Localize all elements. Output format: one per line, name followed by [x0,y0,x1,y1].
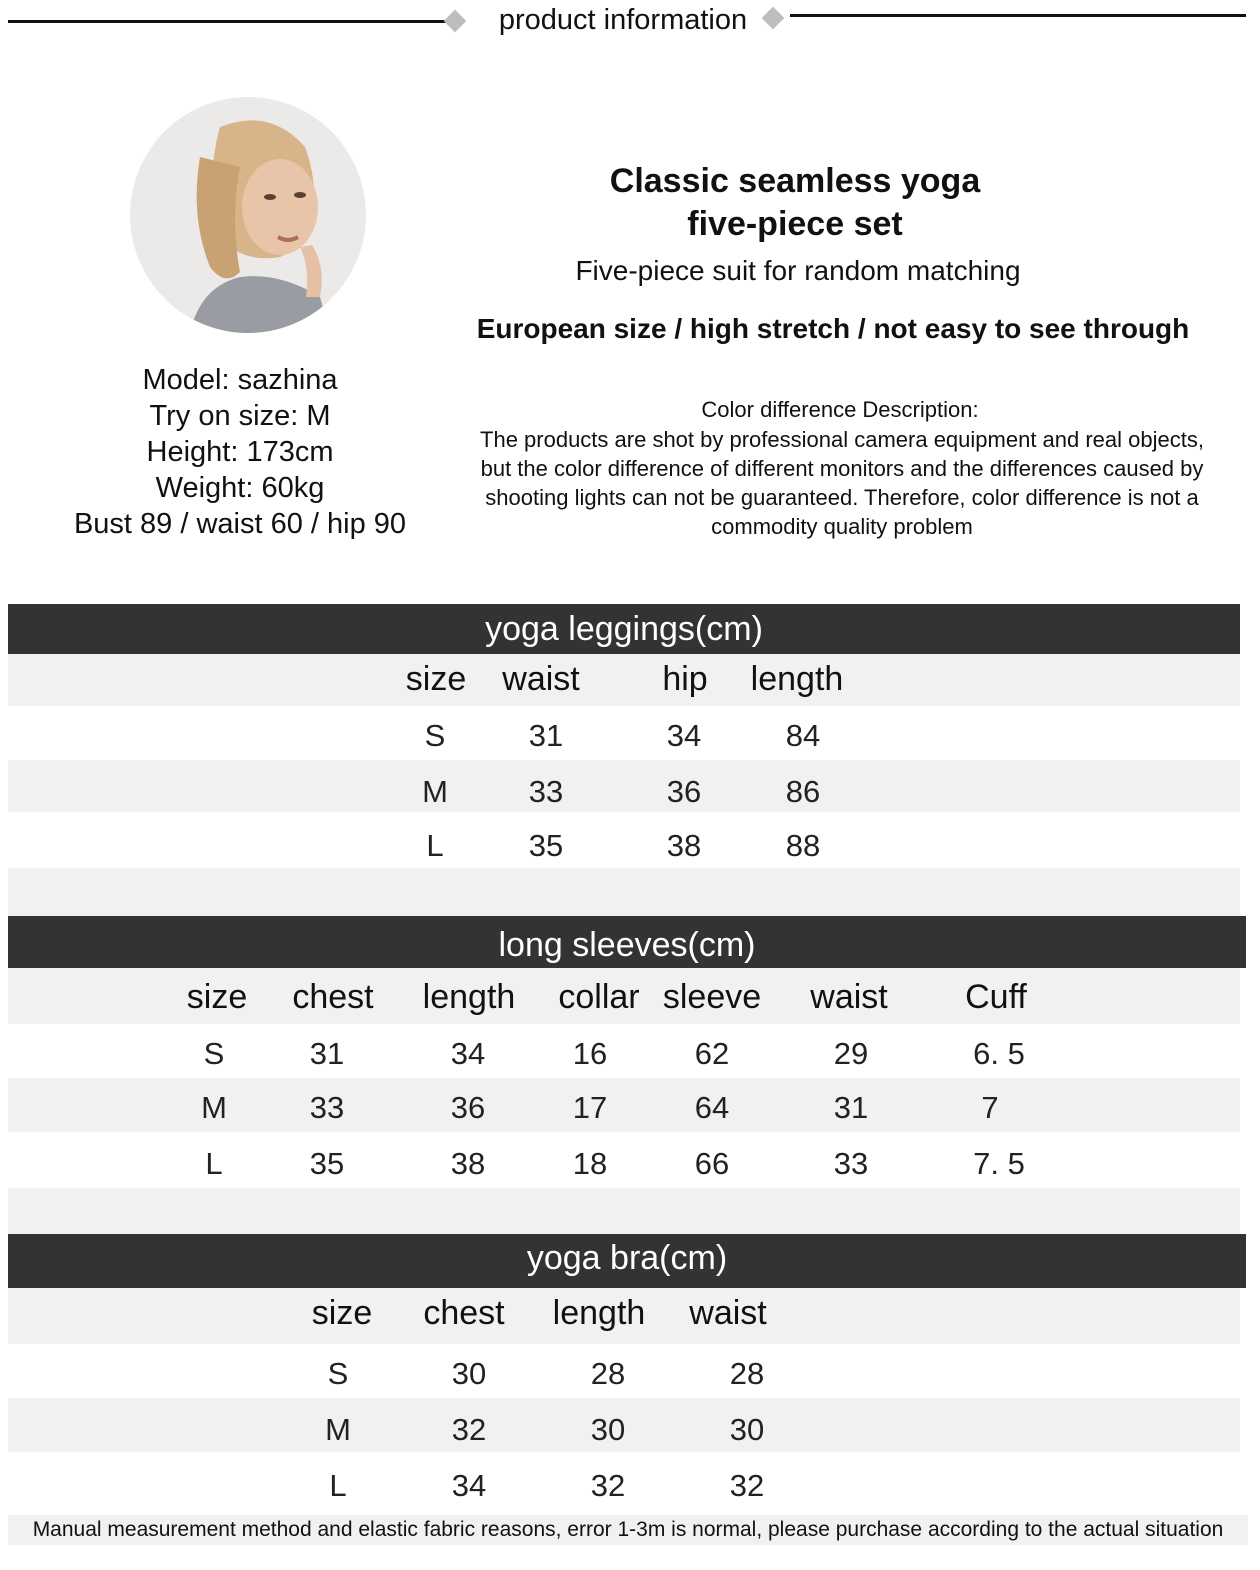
column-header: waist [810,978,888,1016]
table-row [8,1398,1240,1452]
model-size: Try on size: M [149,400,331,432]
table-cell: 38 [450,1146,486,1181]
table-cell: 66 [694,1146,730,1181]
table-cell: 28 [590,1356,626,1391]
table-cell: 33 [528,774,564,809]
leggings-table-title: yoga leggings(cm) [8,604,1240,654]
sleeves-header-row [8,968,1240,1024]
table-cell: M [201,1090,227,1125]
table-cell: 34 [451,1468,487,1503]
leggings-header-row [8,654,1240,706]
model-height: Height: 173cm [146,436,334,468]
table-cell: M [325,1412,351,1447]
column-header: size [405,660,467,698]
column-header: waist [502,660,580,698]
bra-table-title: yoga bra(cm) [8,1234,1246,1288]
table-cell: 36 [450,1090,486,1125]
column-header: size [311,1294,373,1332]
table-cell: M [422,774,448,809]
table-cell: 34 [450,1036,486,1071]
product-subtitle: Five-piece suit for random matching [575,255,1021,286]
table-cell: S [424,718,446,753]
description-line: shooting lights can not be guaranteed. Therefore, color difference is not a [485,485,1199,510]
column-header: collar [558,978,640,1016]
table-spacer [8,1188,1240,1234]
table-cell: L [329,1468,347,1503]
table-cell: 30 [729,1412,765,1447]
table-cell: 38 [666,828,702,863]
table-cell: 6. 5 [973,1036,1025,1071]
table-cell: L [205,1146,223,1181]
header-rule-left [8,20,448,23]
table-cell: S [327,1356,349,1391]
color-difference-description [437,425,1247,541]
header-rule-right [790,14,1246,17]
column-header: sleeve [662,978,762,1016]
table-cell: 31 [528,718,564,753]
product-title [500,160,1090,246]
model-portrait-icon [130,97,366,333]
table-cell: 28 [729,1356,765,1391]
table-cell: S [203,1036,225,1071]
table-cell: 86 [785,774,821,809]
table-cell: 64 [694,1090,730,1125]
product-features: European size / high stretch / not easy to see through [476,313,1190,344]
column-header: size [186,978,248,1016]
measurement-note: Manual measurement method and elastic fabric reasons, error 1-3m is normal, please purchase according to the actual situation [8,1515,1248,1545]
table-cell: 7 [981,1090,999,1125]
description-line: The products are shot by professional camera equipment and real objects, [480,427,1204,452]
description-line: commodity quality problem [711,514,973,539]
model-measurements: Bust 89 / waist 60 / hip 90 [73,508,407,540]
bra-header-row [8,1288,1240,1344]
model-info [40,362,440,542]
table-cell: 30 [451,1356,487,1391]
product-title-line: five-piece set [687,205,903,243]
table-cell: 33 [309,1090,345,1125]
table-cell: 88 [785,828,821,863]
table-cell: 7. 5 [973,1146,1025,1181]
table-row [8,1452,1240,1514]
table-cell: 35 [528,828,564,863]
table-row [8,1078,1240,1132]
table-cell: 31 [309,1036,345,1071]
table-cell: 18 [572,1146,608,1181]
table-row [8,1024,1240,1078]
table-cell: 32 [590,1468,626,1503]
column-header: length [750,660,844,698]
table-cell: 17 [572,1090,608,1125]
table-row [8,760,1240,812]
table-cell: L [426,828,444,863]
section-title: product information [498,4,748,36]
column-header: chest [423,1294,505,1332]
table-cell: 32 [729,1468,765,1503]
column-header: hip [662,660,708,698]
table-cell: 34 [666,718,702,753]
column-header: length [552,1294,646,1332]
table-cell: 29 [833,1036,869,1071]
table-cell: 16 [572,1036,608,1071]
table-cell: 36 [666,774,702,809]
model-weight: Weight: 60kg [155,472,325,504]
column-header: waist [689,1294,767,1332]
table-row [8,1344,1240,1398]
column-header: Cuff [965,978,1027,1016]
product-title-line: Classic seamless yoga [609,162,981,200]
table-cell: 62 [694,1036,730,1071]
model-name: Model: sazhina [142,364,338,396]
column-header: chest [292,978,374,1016]
table-cell: 35 [309,1146,345,1181]
table-cell: 33 [833,1146,869,1181]
table-cell: 31 [833,1090,869,1125]
column-header: length [422,978,516,1016]
sleeves-table-title: long sleeves(cm) [8,916,1246,968]
table-row [8,812,1240,868]
description-line: but the color difference of different monitors and the differences caused by [480,456,1204,481]
color-difference-heading: Color difference Description: [701,397,979,422]
table-spacer [8,868,1240,916]
table-row [8,1132,1240,1188]
table-cell: 30 [590,1412,626,1447]
table-cell: 32 [451,1412,487,1447]
table-row [8,706,1240,760]
table-cell: 84 [785,718,821,753]
diamond-icon [444,10,467,33]
